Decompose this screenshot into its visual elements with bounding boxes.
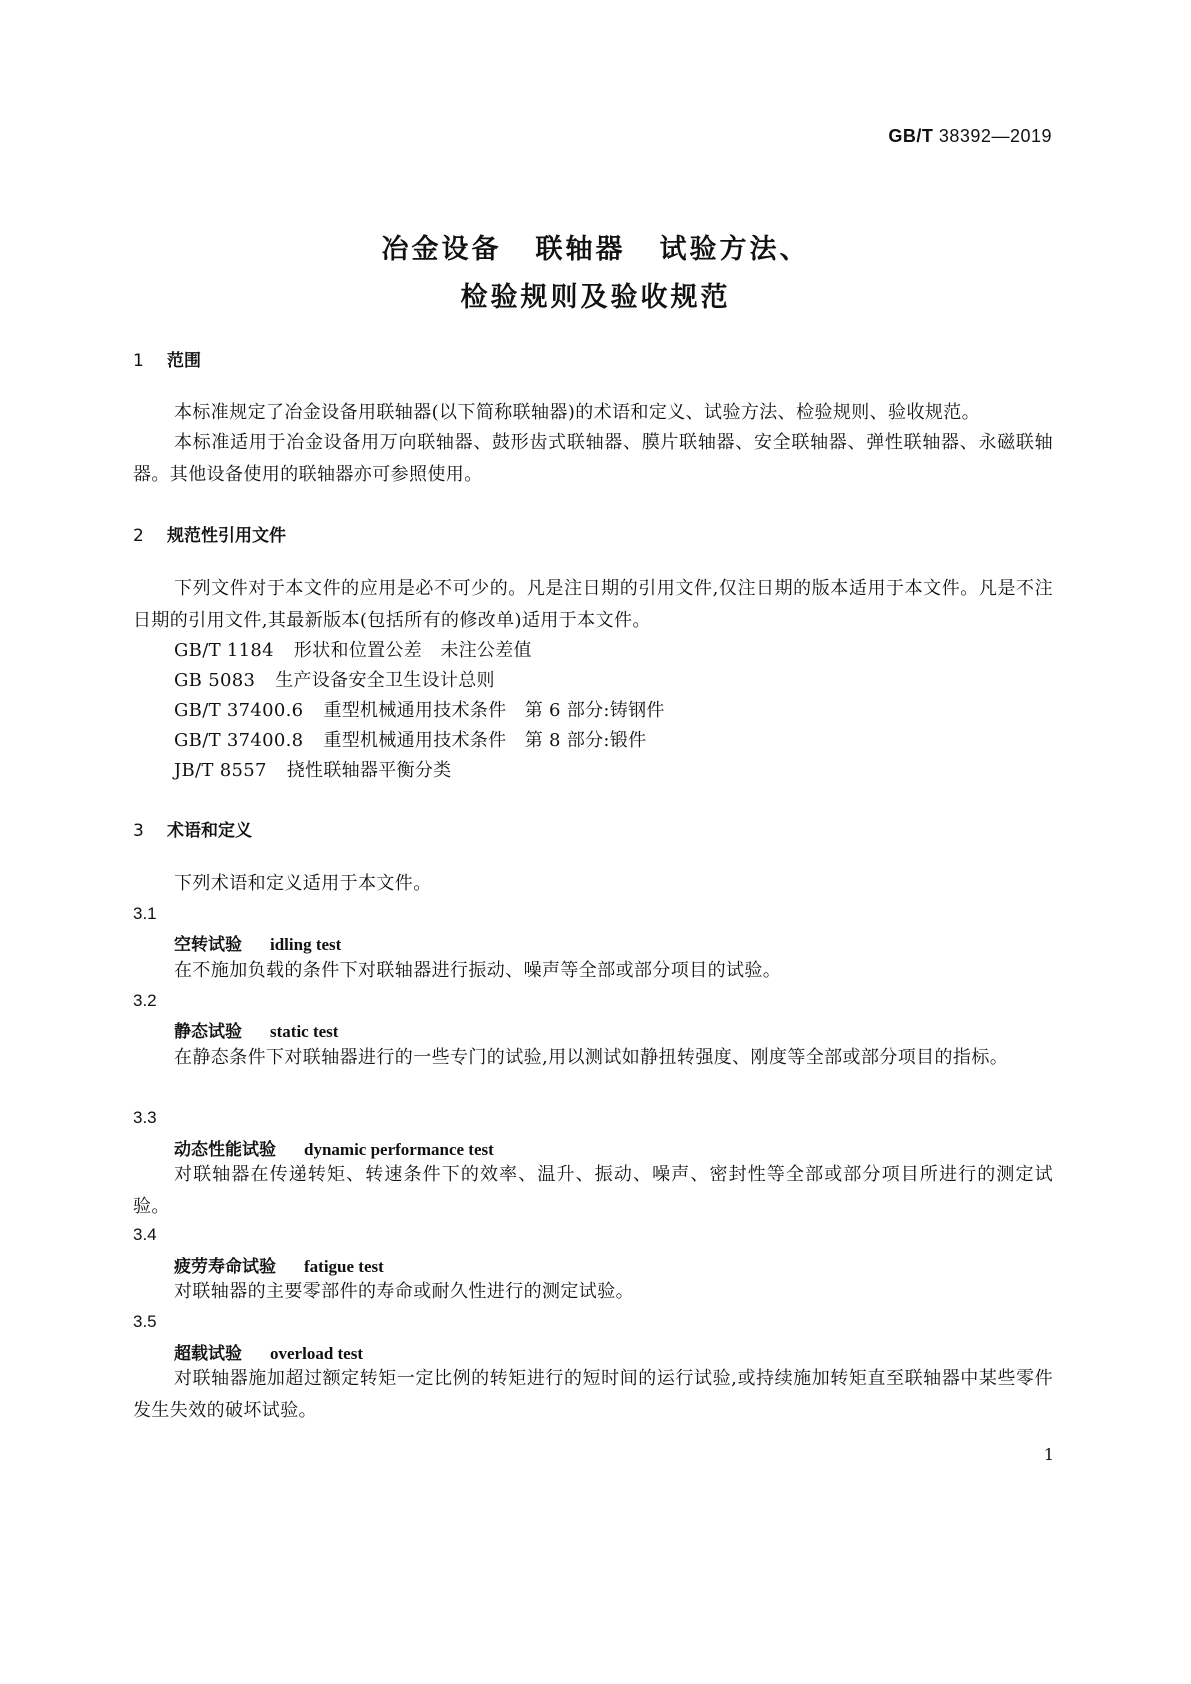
term-name-zh: 疲劳寿命试验 — [174, 1257, 276, 1277]
title-line-1 — [0, 226, 1191, 274]
standard-code — [888, 126, 1052, 147]
reference-item — [174, 636, 532, 662]
section-1-heading — [133, 346, 201, 371]
reference-code: GB/T 37400.8 — [174, 730, 304, 751]
reference-title: 重型机械通用技术条件 第 8 部分:锻件 — [323, 730, 647, 751]
term-name-zh: 空转试验 — [174, 935, 242, 955]
page-number: 1 — [1043, 1445, 1054, 1464]
title-line-2: 检验规则及验收规范 — [460, 282, 731, 313]
section-3-heading — [133, 816, 252, 841]
section-2-paragraph-1: 下列文件对于本文件的应用是必不可少的。凡是注日期的引用文件,仅注日期的版本适用于本文件。凡是不注日期的引用文件,其最新版本(包括所有的修改单)适用于本文件。 — [133, 578, 1053, 631]
section-number: 2 — [133, 526, 144, 546]
term-name-en: idling test — [270, 935, 342, 954]
term-number: 3.1 — [133, 904, 157, 923]
section-1-paragraph-2: 本标准适用于冶金设备用万向联轴器、鼓形齿式联轴器、膜片联轴器、安全联轴器、弹性联轴器、永磁联轴器。其他设备使用的联轴器亦可参照使用。 — [133, 432, 1053, 485]
term-name-en: overload test — [270, 1344, 364, 1363]
term-name-zh: 动态性能试验 — [174, 1140, 276, 1160]
section-2-heading — [133, 521, 286, 546]
reference-code: GB 5083 — [174, 670, 256, 691]
section-3-intro: 下列术语和定义适用于本文件。 — [174, 873, 432, 894]
term-heading — [174, 1339, 363, 1364]
term-name-zh: 超载试验 — [174, 1344, 242, 1364]
section-title: 规范性引用文件 — [167, 526, 286, 546]
document-title — [0, 226, 1191, 322]
term-name-zh: 静态试验 — [174, 1022, 242, 1042]
reference-code: GB/T 1184 — [174, 640, 274, 661]
reference-title: 形状和位置公差 未注公差值 — [293, 640, 532, 661]
reference-item — [174, 756, 451, 782]
title-part-2: 联轴器 — [535, 234, 626, 265]
reference-code: GB/T 37400.6 — [174, 700, 304, 721]
term-heading — [174, 1135, 494, 1160]
reference-item — [174, 696, 665, 722]
term-definition: 在静态条件下对联轴器进行的一些专门的试验,用以测试如静扭转强度、刚度等全部或部分项目的指标。 — [174, 1047, 1009, 1068]
section-number: 3 — [133, 821, 144, 841]
term-number: 3.4 — [133, 1225, 157, 1244]
section-number: 1 — [133, 351, 144, 371]
section-1-paragraph-1: 本标准规定了冶金设备用联轴器(以下简称联轴器)的术语和定义、试验方法、检验规则、验收规范。 — [174, 402, 981, 423]
section-title: 范围 — [167, 351, 201, 371]
reference-code: JB/T 8557 — [174, 760, 267, 781]
term-definition: 对联轴器的主要零部件的寿命或耐久性进行的测定试验。 — [174, 1281, 634, 1302]
term-heading — [174, 1252, 384, 1277]
reference-item — [174, 726, 646, 752]
term-definition: 对联轴器在传递转矩、转速条件下的效率、温升、振动、噪声、密封性等全部或部分项目所进行的测定试验。 — [133, 1164, 1053, 1217]
standard-number: 38392—2019 — [938, 126, 1052, 146]
term-heading — [174, 1017, 338, 1042]
term-name-en: dynamic performance test — [304, 1140, 494, 1159]
term-name-en: static test — [270, 1022, 339, 1041]
title-part-1: 冶金设备 — [381, 234, 502, 265]
term-definition: 对联轴器施加超过额定转矩一定比例的转矩进行的短时间的运行试验,或持续施加转矩直至联轴器中某些零件发生失效的破坏试验。 — [133, 1368, 1053, 1421]
reference-title: 重型机械通用技术条件 第 6 部分:铸钢件 — [323, 700, 665, 721]
term-number: 3.5 — [133, 1312, 157, 1331]
term-number: 3.3 — [133, 1108, 157, 1127]
reference-title: 挠性联轴器平衡分类 — [286, 760, 452, 781]
term-heading — [174, 930, 341, 955]
term-number: 3.2 — [133, 991, 157, 1010]
title-part-3: 试验方法、 — [659, 234, 810, 265]
standard-prefix: GB/T — [888, 126, 934, 146]
reference-title: 生产设备安全卫生设计总则 — [275, 670, 495, 691]
term-name-en: fatigue test — [304, 1257, 384, 1276]
term-definition: 在不施加负载的条件下对联轴器进行振动、噪声等全部或部分项目的试验。 — [174, 960, 782, 981]
section-title: 术语和定义 — [167, 821, 252, 841]
reference-item — [174, 666, 495, 692]
